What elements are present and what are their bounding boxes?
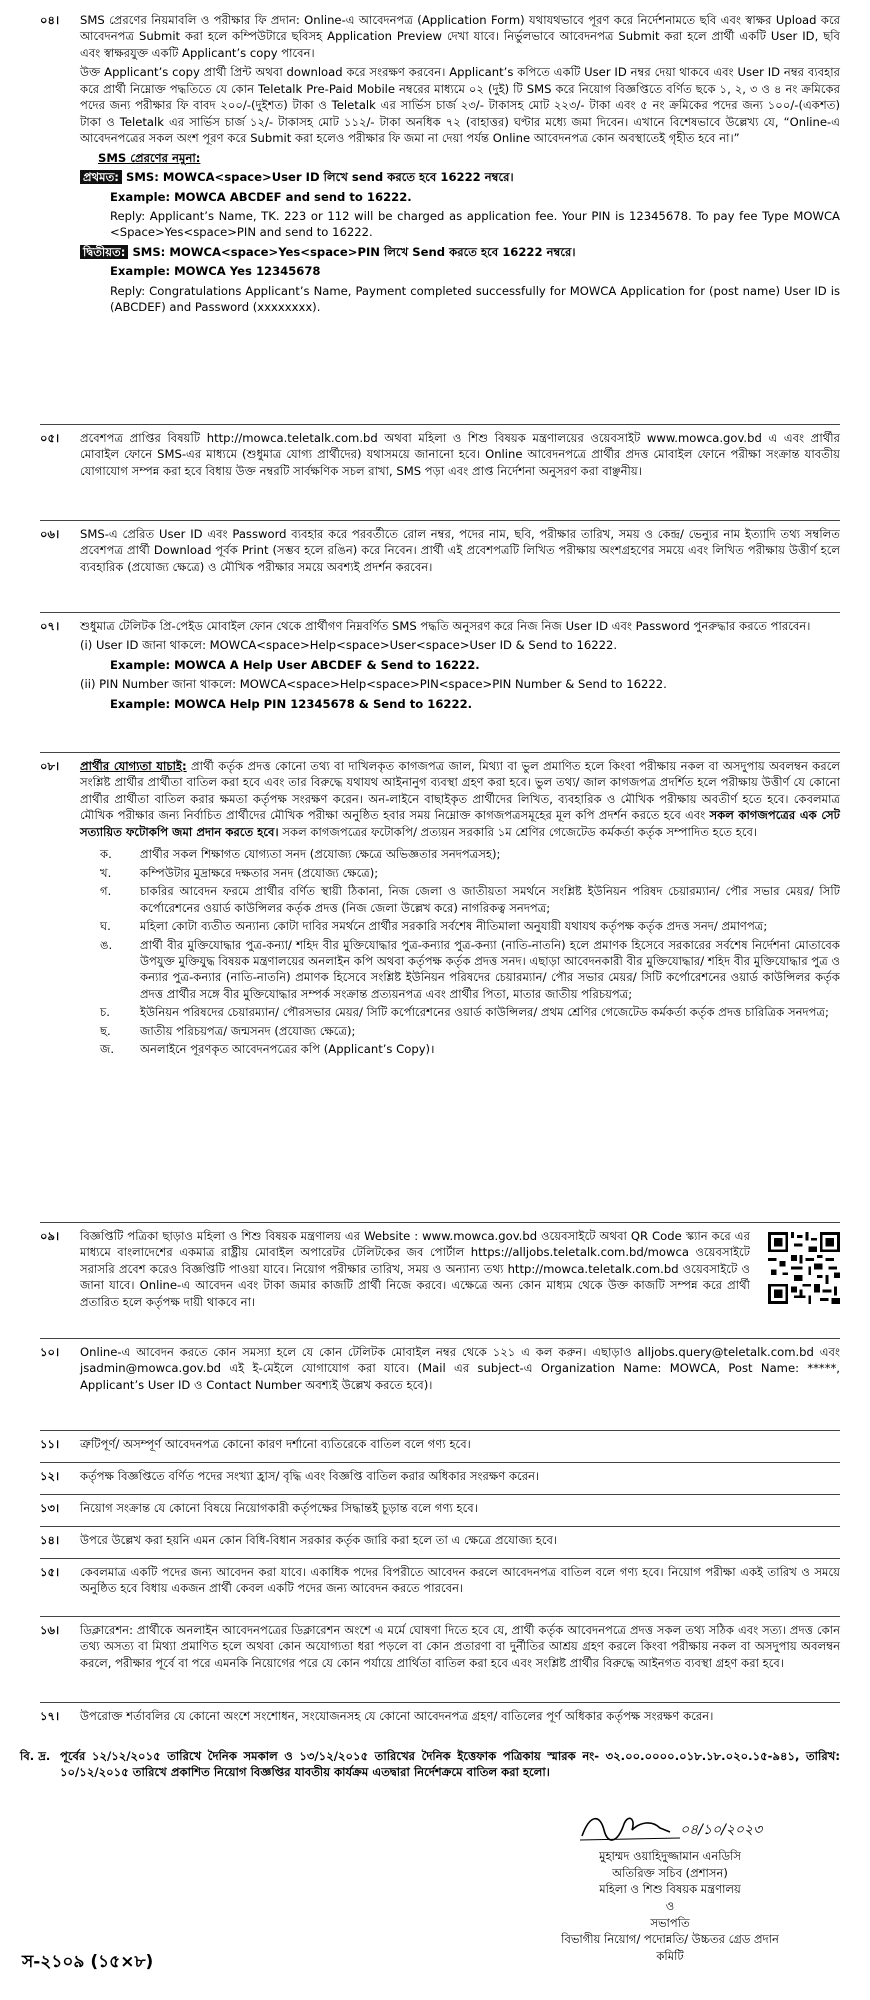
section-7 [40, 618, 840, 715]
section-number: ১২। [40, 1469, 60, 1483]
second-sms-text: SMS: MOWCA<space>Yes<space>PIN লিখে Send করতে হবে 16222 নম্বরে। [132, 244, 576, 259]
section-number: ১৬। [40, 1623, 60, 1637]
divider [40, 1338, 840, 1339]
section-number: ০৪। [40, 13, 60, 27]
list-item: ঘ. মহিলা কোটা ব্যতীত অন্যান্য কোটা দাবির সমর্থনে প্রার্থীর সরকারি সর্বশেষ নীতিমালা অনুযায়ী যথাযথ কর্তৃপক্ষ কর্তৃক প্রদত্ত সনদ/ প্রমাণপত্র; [100, 919, 768, 934]
second-step-tag: দ্বিতীয়ত: [80, 245, 128, 259]
first-reply: Reply: Applicant’s Name, TK. 223 or 112 will be charged as application fee. Your PIN is 12345678. To pay fee Type MOWCA <Space>Yes<space>PIN and send to 16222. [110, 208, 840, 240]
second-example: Example: MOWCA Yes 12345678 [110, 264, 321, 279]
qr-code-icon[interactable] [768, 1232, 840, 1304]
divider [40, 752, 840, 753]
divider [40, 612, 840, 613]
divider [40, 1494, 840, 1495]
divider [40, 424, 840, 425]
section-4 [40, 12, 840, 319]
section-5 [40, 430, 840, 482]
recovery-user-id: (i) User ID জানা থাকলে: MOWCA<space>Help<space>User<space>User ID & Send to 16222. [80, 638, 618, 653]
section-number: ০৫। [40, 431, 60, 445]
sms-rules-intro: SMS প্রেরণের নিয়মাবলি ও পরীক্ষার ফি প্রদান: Online-এ আবেদনপত্র (Application Form) যথাযথভাবে পূরণ করে নির্দেশনামতে ছবি এবং স্বাক্ষর Upload করে আবেদনপত্র Submit করা হলে কম্পিউটারে ছবিসহ Application Preview দেখা যাবে। নির্ভুলভাবে আবেদনপত্র Submit করা হলে প্রার্থী একটি User ID, ছবি এবং স্বাক্ষরযুক্ত একটি Applicant’s copy পাবেন। [80, 13, 840, 60]
signature-image [520, 1808, 820, 1848]
section-11 [40, 1436, 840, 1455]
memo-code: স-২১০৯ (১৫×৮) [22, 1952, 154, 1972]
nota-bene-label: বি. দ্র. [20, 1749, 51, 1763]
second-reply: Reply: Congratulations Applicant’s Name, Payment completed successfully for MOWCA Application for (post name) User ID is (ABCDEF) and Password (xxxxxxxx). [110, 283, 840, 315]
list-item: ঙ. প্রার্থী বীর মুক্তিযোদ্ধার পুত্র-কন্যা/ শহিদ বীর মুক্তিযোদ্ধার পুত্র-কন্যার পুত্র-কন্যা (নাতি-নাতনি) হলে প্রমাণক হিসেবে সরকারের সর্বশেষ নির্দেশনা মোতাবেক উপযুক্ত মুক্তিযুদ্ধ বিষয়ক মন্ত্রণালয়ের অনলাইন কপি অথবা কর্তৃপক্ষ কর্তৃক প্রদত্ত সনদ। এছাড়া আবেদনকারী বীর মুক্তিযোদ্ধার/ শহিদ বীর মুক্তিযোদ্ধার পুত্র ও কন্যার পুত্র-কন্যার (নাতি-নাতনি) প্রমাণক হিসেবে সংশ্লিষ্ট ইউনিয়ন পরিষদের চেয়ারম্যান/ পৌর সভার মেয়র/ সিটি কর্পোরেশনের ওয়ার্ড কাউন্সিলর কর্তৃক প্রদত্ত প্রার্থীর সঙ্গে বীর মুক্তিযোদ্ধার সম্পর্ক সংক্রান্ত প্রত্যয়নপত্র এবং প্রার্থীর পিতা, মাতার জাতীয় পরিচয়পত্র; [100, 937, 841, 1001]
list-item: খ. কম্পিউটার মুদ্রাক্ষরে দক্ষতার সনদ (প্রযোজ্য ক্ষেত্রে); [100, 865, 379, 880]
document-list [100, 846, 840, 1057]
section-number: ১৪। [40, 1533, 60, 1547]
eligibility-bold-note: সকল কাগজপত্রের এক সেট সত্যায়িত ফটোকপি জমা প্রদান করতে হবে। [80, 808, 841, 839]
first-sms-text: SMS: MOWCA<space>User ID লিখে send করতে হবে 16222 নম্বরে। [125, 170, 514, 185]
signatory-title: অতিরিক্ত সচিব (প্রশাসন) [612, 1865, 728, 1880]
section-14 [40, 1532, 840, 1551]
eligibility-heading: প্রার্থীর যোগ্যতা যাচাই: [80, 759, 187, 773]
fee-payment-text: উক্ত Applicant’s copy প্রার্থী প্রিন্ট অথবা download করে সংরক্ষণ করবেন। Applicant’s কপিতে একটি User ID নম্বর দেয়া থাকবে এবং User ID নম্বর ব্যবহার করে প্রার্থী নিম্নোক্ত পদ্ধতিতে যে কোন Teletalk Pre-Paid Mobile নম্বরের মাধ্যমে ০২ (দুই) টি SMS করে নিয়োগ বিজ্ঞপ্তিতে বর্ণিত ছকে ১, ২, ৩ ও ৪ নং ক্রমিকের পদের জন্য পরীক্ষার ফি বাবদ ২০০/-(দুইশত) টাকা ও Teletalk এর সার্ভিস চার্জ ২৩/- টাকাসহ মোট ২২৩/- টাকা এবং ৫ নং ক্রমিকের পদের জন্য ১০০/-(একশত) টাকা ও Teletalk এর সার্ভিস চার্জ ১২/- টাকাসহ মোট ১১২/- টাকা অনধিক ৭২ (বাহাত্তর) ঘণ্টার মধ্যে জমা দিবেন। এখানে বিশেষভাবে উল্লেখ্য যে, “Online-এ আবেদনপত্রের সকল অংশ পূরণ করে Submit করা হলেও পরীক্ষার ফি জমা না দেয়া পর্যন্ত Online আবেদনপত্র কোন অবস্থাতেই গৃহীত হবে না।” [80, 65, 840, 146]
divider [40, 1616, 840, 1617]
list-item: ছ. জাতীয় পরিচয়পত্র/ জন্মসনদ (প্রযোজ্য ক্ষেত্রে); [100, 1023, 356, 1038]
section-17-text: উপরোক্ত শর্তাবলির যে কোনো অংশে সংশোধন, সংযোজনসহ যে কোনো আবেদনপত্র গ্রহণ/ বাতিলের পূর্ণ অধিকার কর্তৃপক্ষ সংরক্ষণ করেন। [80, 1709, 714, 1723]
section-9-text: বিজ্ঞপ্তিটি পত্রিকা ছাড়াও মহিলা ও শিশু বিষয়ক মন্ত্রণালয় এর Website : www.mowca.gov.bd ওয়েবসাইটে অথবা QR Code স্ক্যান করে এর মাধ্যমে বাংলাদেশের একমাত্র রাষ্ট্রীয় মোবাইল অপারেটর টেলিটকের জব পোর্টাল https://alljobs.teletalk.com.bd/mowca ওয়েবসাইটে সরাসরি প্রবেশ করেও বিজ্ঞপ্তিটি পাওয়া যাবে। নিয়োগ পরীক্ষার তারিখ, সময় ও অন্যান্য তথ্য http://mowca.teletalk.com.bd ওয়েবসাইটে ও জানা যাবে। Online-এ আবেদন এবং টাকা জমার কাজটি প্রার্থী নিজে করবে। এক্ষেত্রে অন্য কোন মাধ্যম থেকে উক্ত কাজটি সম্পন্ন করে প্রার্থী প্রতারিত হলে কর্তৃপক্ষ দায়ী থাকবে না। [80, 1229, 750, 1309]
divider [40, 1558, 840, 1559]
section-number: ১৫। [40, 1565, 60, 1579]
section-number: ১৩। [40, 1501, 60, 1515]
recovery-pin: (ii) PIN Number জানা থাকলে: MOWCA<space>Help<space>PIN<space>PIN Number & Send to 16222. [80, 677, 667, 692]
divider [40, 1430, 840, 1431]
recovery-user-id-example: Example: MOWCA A Help User ABCDEF & Send to 16222. [110, 657, 480, 672]
section-10-text: Online-এ আবেদন করতে কোন সমস্যা হলে যে কোন টেলিটক মোবাইল নম্বর থেকে ১২১ এ কল করুন। এছাড়াও alljobs.query@teletalk.com.bd এবং jsadmin@mowca.gov.bd এই ই-মেইলে যোগাযোগ করা যাবে। (Mail এর subject-এ Organization Name: MOWCA, Post Name: *****, Applicant’s User ID ও Contact Number অবশ্যই উল্লেখ করতে হবে)। [80, 1345, 840, 1392]
signature-date: ০৪/১০/২০২৩ [680, 1822, 763, 1838]
divider [40, 1462, 840, 1463]
section-16-text: ডিক্লারেশন: প্রার্থীকে অনলাইন আবেদনপত্রের ডিক্লারেশন অংশে এ মর্মে ঘোষণা দিতে হবে যে, প্রার্থী কর্তৃক আবেদনপত্রে প্রদত্ত সকল তথ্য সঠিক এবং সত্য। প্রদত্ত কোন তথ্য অসত্য বা মিথ্যা প্রমাণিত হলে অথবা কোন অযোগ্যতা ধরা পড়লে বা কোন প্রতারণা বা দুর্নীতির আশ্রয় গ্রহণ করলে কিংবা পরীক্ষায় নকল বা অসদুপায় অবলম্বন করলে, পরীক্ষার পূর্বে বা পরে এমনকি নিয়োগের পরে যে কোন পর্যায়ে প্রার্থিতা বাতিল করা হবে এবং সংশ্লিষ্ট প্রার্থীর বিরুদ্ধে আইনগত ব্যবস্থা গ্রহণ করা হবে। [80, 1623, 840, 1670]
list-item: জ. অনলাইনে পূরণকৃত আবেদনপত্রের কপি (Applicant’s Copy)। [100, 1042, 435, 1057]
section-14-text: উপরে উল্লেখ করা হয়নি এমন কোন বিধি-বিধান সরকার কর্তৃক জারি করা হলে তা এ ক্ষেত্রে প্রযোজ্য হবে। [80, 1533, 558, 1547]
section-10 [40, 1344, 840, 1396]
signatory-ministry: মহিলা ও শিশু বিষয়ক মন্ত্রণালয় [599, 1882, 741, 1897]
section-12 [40, 1468, 840, 1487]
signature-block [520, 1808, 820, 1965]
list-item: চ. ইউনিয়ন পরিষদের চেয়ারম্যান/ পৌরসভার মেয়র/ সিটি কর্পোরেশনের ওয়ার্ড কাউন্সিলর/ প্রথম শ্রেণির গেজেটেড কর্মকর্তা কর্তৃক প্রদত্ত চারিত্রিক সনদপত্র; [100, 1005, 829, 1020]
section-12-text: কর্তৃপক্ষ বিজ্ঞপ্তিতে বর্ণিত পদের সংখ্যা হ্রাস/ বৃদ্ধি এবং বিজ্ঞপ্তি বাতিল করার অধিকার সংরক্ষণ করেন। [80, 1469, 540, 1483]
section-number: ০৭। [40, 619, 60, 633]
section-number: ০৮। [40, 759, 60, 773]
list-item: ক. প্রার্থীর সকল শিক্ষাগত যোগ্যতা সনদ (প্রযোজ্য ক্ষেত্রে অভিজ্ঞতার সনদপত্রসহ); [100, 847, 501, 862]
divider [40, 1222, 840, 1223]
section-6 [40, 526, 840, 578]
section-13 [40, 1500, 840, 1519]
list-item: গ. চাকরির আবেদন ফরমে প্রার্থীর বর্ণিত স্থায়ী ঠিকানা, নিজ জেলা ও জাতীয়তা সমর্থনে সংশ্লিষ্ট ইউনিয়ন পরিষদ চেয়ারম্যান/ পৌর সভার মেয়র/ সিটি কর্পোরেশনের ওয়ার্ড কাউন্সিলর কর্তৃক প্রদত্ত (নিজ জেলা উল্লেখ করে) নাগরিকত্ব সনদপত্র; [100, 884, 840, 915]
section-9 [40, 1228, 840, 1313]
section-number: ০৯। [40, 1229, 60, 1243]
nota-bene-text: পূর্বের ১২/১২/২০১৫ তারিখে দৈনিক সমকাল ও ১৩/১২/২০১৫ তারিখের দৈনিক ইত্তেফাক পত্রিকায় স্মারক নং- ৩২.০০.০০০০.০১৮.১৮.০২০.১৫-৯৪১, তারিখ: ১০/১২/২০১৫ তারিখে প্রকাশিত নিয়োগ বিজ্ঞপ্তির যাবতীয় কার্যক্রম এতদ্বারা নির্দেশক্রমে বাতিল করা হলো। [60, 1749, 840, 1780]
section-5-text: প্রবেশপত্র প্রাপ্তির বিষয়টি http://mowca.teletalk.com.bd অথবা মহিলা ও শিশু বিষয়ক মন্ত্রণালয়ের ওয়েবসাইট www.mowca.gov.bd এ এবং প্রার্থীর মোবাইল ফোনে SMS-এর মাধ্যমে (শুধুমাত্র যোগ্য প্রার্থীদের) যথাসময়ে জানানো হবে। Online আবেদনপত্রে প্রার্থীর প্রদত্ত মোবাইল ফোনে পরীক্ষা সংক্রান্ত যাবতীয় যোগাযোগ সম্পন্ন করা হবে বিধায় উক্ত নম্বরটি সার্বক্ষণিক সচল রাখা, SMS পড়া এবং প্রাপ্ত নির্দেশনা অনুসরণ করা বাঞ্ছনীয়। [80, 431, 840, 478]
first-example: Example: MOWCA ABCDEF and send to 16222. [110, 189, 412, 204]
signatory-and: ও [665, 1899, 675, 1914]
section-11-text: ত্রুটিপূর্ণ/ অসম্পূর্ণ আবেদনপত্র কোনো কারণ দর্শানো ব্যতিরেকে বাতিল বলে গণ্য হবে। [80, 1437, 471, 1451]
section-number: ১১। [40, 1437, 60, 1451]
committee-name: বিভাগীয় নিয়োগ/ পদোন্নতি/ উচ্চতর গ্রেড প্রদান [561, 1932, 779, 1947]
section-6-text: SMS-এ প্রেরিত User ID এবং Password ব্যবহার করে পরবর্তীতে রোল নম্বর, পদের নাম, ছবি, পরীক্ষার তারিখ, সময় ও কেন্দ্র/ ভেন্যুর নাম ইত্যাদি তথ্য সম্বলিত প্রবেশপত্র প্রার্থী Download পূর্বক Print (সম্ভব হলে রঙিন) করে নিবেন। প্রার্থী এই প্রবেশপত্রটি লিখিত পরীক্ষায় অংশগ্রহণের সময়ে এবং লিখিত পরীক্ষায় উত্তীর্ণ হলে ব্যবহারিক (প্রযোজ্য ক্ষেত্রে) ও মৌখিক পরীক্ষার সময়ে অবশ্যই প্রদর্শন করবেন। [80, 527, 840, 574]
section-16 [40, 1622, 840, 1674]
section-15-text: কেবলমাত্র একটি পদের জন্য আবেদন করা যাবে। একাধিক পদের বিপরীতে আবেদন করলে আবেদনপত্র বাতিল বলে গণ্য হবে। নিয়োগ পরীক্ষা একই তারিখ ও সময়ে অনুষ্ঠিত হবে বিধায় একজন প্রার্থী কেবল একটি পদের জন্য আবেদন করতে পারবেন। [80, 1565, 840, 1596]
signatory-role: সভাপতি [650, 1915, 690, 1930]
sms-sample-title: SMS প্রেরণের নমুনা: [98, 150, 201, 165]
eligibility-attestation: সকল কাগজপত্রের ফটোকপি/ প্রত্যয়ন সরকারি ১ম শ্রেণির গেজেটেড কর্মকর্তা কর্তৃক সম্পাদিত হতে হবে। [282, 824, 758, 839]
section-number: ১৭। [40, 1709, 60, 1723]
committee-label: কমিটি [656, 1949, 684, 1964]
eligibility-text: প্রার্থী কর্তৃক প্রদত্ত কোনো তথ্য বা দাখিলকৃত কাগজপত্র জাল, মিথ্যা বা ভুল প্রমাণিত হলে কিংবা পরীক্ষায় নকল বা অসদুপায় অবলম্বন করলে সংশ্লিষ্ট প্রার্থীর প্রার্থীতা বাতিল করা হবে এবং তার বিরুদ্ধে যথাযথ আইনানুগ ব্যবস্থা গ্রহণ করা হবে। ভুল তথ্য/ জাল কাগজপত্র প্রদর্শিত হলে পরীক্ষায় উত্তীর্ণ যে কোনো প্রার্থীর প্রার্থীতা বাতিল করার ক্ষমতা কর্তৃপক্ষ সংরক্ষণ করেন। অন-লাইনে বাছাইকৃত প্রার্থীদের লিখিত, ব্যবহারিক ও মৌখিক পরীক্ষায় অবতীর্ণ হতে হবে। কেবলমাত্র মৌখিক পরীক্ষার জন্য নির্বাচিত প্রার্থীদের মৌখিক পরীক্ষা অনুষ্ঠিত হবার সময় নিম্নোক্ত কাগজপত্রসমূহের মূল কপি প্রদর্শন করতে হবে এবং [80, 759, 841, 823]
section-8 [40, 758, 840, 1060]
divider [40, 520, 840, 521]
section-17 [40, 1708, 840, 1727]
divider [40, 1702, 840, 1703]
first-step-tag: প্রথমত: [80, 170, 122, 184]
recovery-intro: শুধুমাত্র টেলিটক প্রি-পেইড মোবাইল ফোন থেকে প্রার্থীগণ নিম্নবর্ণিত SMS পদ্ধতি অনুসরণ করে নিজ নিজ User ID এবং Password পুনরুদ্ধার করতে পারবেন। [80, 619, 811, 633]
nota-bene [20, 1748, 840, 1781]
section-15 [40, 1564, 840, 1600]
signatory-name: মুহাম্মদ ওয়াহিদুজ্জামান এনডিসি [599, 1849, 741, 1863]
section-number: ০৬। [40, 527, 60, 541]
recovery-pin-example: Example: MOWCA Help PIN 12345678 & Send to 16222. [110, 696, 473, 711]
section-13-text: নিয়োগ সংক্রান্ত যে কোনো বিষয়ে নিয়োগকারী কর্তৃপক্ষের সিদ্ধান্তই চূড়ান্ত বলে গণ্য হবে। [80, 1501, 478, 1515]
divider [40, 1526, 840, 1527]
section-number: ১০। [40, 1345, 60, 1359]
